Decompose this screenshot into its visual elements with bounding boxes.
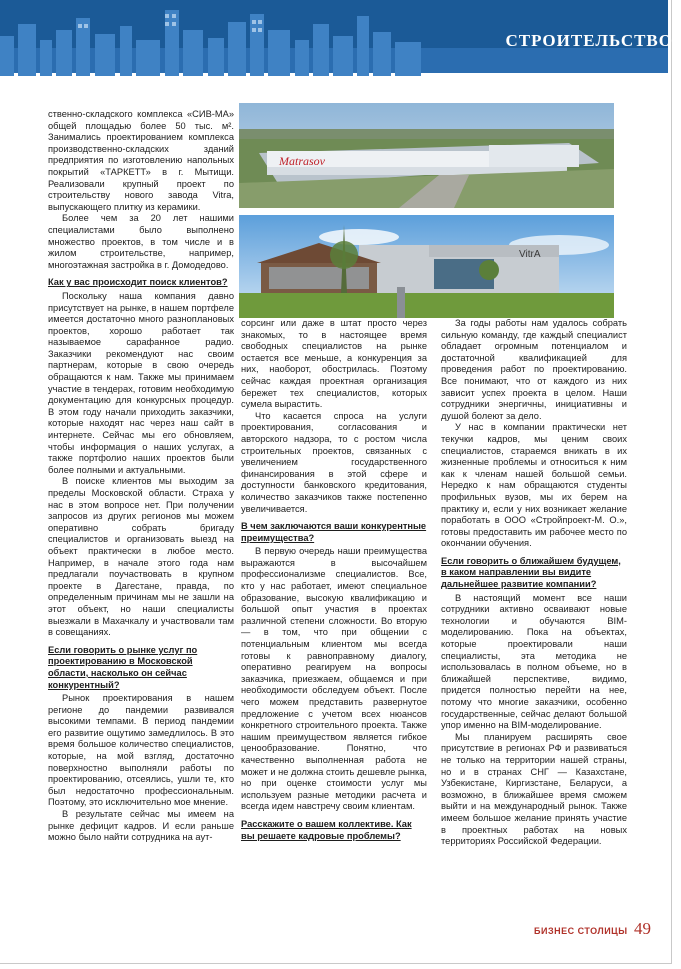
warehouse-photo <box>239 103 614 208</box>
warehouse-sign: Matrasov <box>279 154 325 168</box>
paragraph: В первую очередь наши преимущества выражаются в высочайшем профессионализме специалистов. Все, кто у нас работает, имеют специальное образование, высокую квалификацию и большой опыт участия в проектах различной степени сложности. Во вторую — в том, что при общении с потенциальным клиентом мы всегда готовы к равноправному диалогу, оперативно реагируем на вопросы заказчика, приезжаем, общаемся и при необходимости обследуем объект. После чего можем представить развернутое предложение с учетом всех нюансов конкретного строительного проекта. Также нашим преимуществом является гибкое ценообразование. Понятно, что качественно выполненная работа не может и не должна стоить дешевле рынка, но при оценке стоимости услуг мы используем разные методики расчета и всегда идем навстречу своим клиентам. <box>241 546 427 812</box>
question-heading: Если говорить о ближайшем будущем, в каком направлении вы видите дальнейшее развитие компании? <box>441 555 621 590</box>
paragraph: В поиске клиентов мы выходим за пределы Московской области. Страха у нас в этом вопросе нет. При получении запросов из других регионов мы можем оперативно собрать бригаду специалистов и организовать выезд на объект практически в любое место. Например, в начале этого года нам предлагали поучаствовать в крупном проекте в Дагестане, правда, по определенным причинам мы не зашли на этот объект, но наши специалисты выезжали в Махачкалу и участвовали там в совещаниях. <box>48 476 234 638</box>
paragraph: Что касается спроса на услуги проектирования, согласования и авторского надзора, то с ростом числа строительных проектов, связанных с увеличением государственного финансирования в этой сфере и доступности банковского кредитования, количество заказчиков также постепенно увеличивается. <box>241 410 427 514</box>
building-sign: VitrA <box>519 249 541 260</box>
paragraph: За годы работы нам удалось собрать сильную команду, где каждый специалист обладает огромным потенциалом и достаточной квалификацией для проведения работ по проектированию. Все понимают, что от каждого из них зависит успех проекта в целом. Наши сотрудники энергичны, инициативны и душой болеют за дело. <box>441 318 627 421</box>
paragraph: Рынок проектирования в нашем регионе до пандемии развивался высокими темпами. В период пандемии его развитие ощутимо замедлилось. В это время большое количество специалистов, которые, на мой взгляд, достаточно поверхностно выполняли работы по проектированию, отсеялись, ушли те, кто был недостаточно профессиональным. Поэтому, это исключительно мое мнение. <box>48 693 234 808</box>
paragraph: сорсинг или даже в штат просто через знакомых, то в настоящее время свободных специалистов на рынке остается все меньше, а конкуренция за них, наоборот, обострилась. Поэтому сейчас каждая проектная организация бережет тех специалистов, которых сумела вырастить. <box>241 318 427 410</box>
paragraph: У нас в компании практически нет текучки кадров, мы ценим своих специалистов, стараемся вникать в их жизненные проблемы и относиться к ним как к членам нашей большой семьи. Нередко к нам обращаются студенты профильных вузов, мы их берем на практику и, если у них возникает желание поработать в ООО «Стройпроект-М. О.», готовы предоставить им рабочее место по окончании обучения. <box>441 422 627 549</box>
paragraph: В результате сейчас мы имеем на рынке дефицит кадров. И если раньше можно было найти сотрудника на аут- <box>48 809 234 843</box>
question-heading: Расскажите о вашем коллективе. Как вы решаете кадровые проблемы? <box>241 818 412 841</box>
section-title: СТРОИТЕЛЬСТВО <box>505 31 673 50</box>
page-number: 49 <box>634 919 651 938</box>
vitra-building-photo <box>239 215 614 318</box>
magazine-brand: БИЗНЕС СТОЛИЦЫ <box>534 926 628 936</box>
paragraph: В настоящий момент все наши сотрудники активно осваивают новые технологии и обучаются BIM-моделированию. Пока на объектах, которые проектировали наши специалисты, эта методика не использовалась в полном объеме, но в ближайшей перспективе, видимо, придется полностью перейти на нее, потому что многие заказчики, особенно государственные, сейчас делают большой упор именно на BIM-моделирование. <box>441 592 627 731</box>
paragraph: Поскольку наша компания давно присутствует на рынке, в нашем портфеле имеется достаточно много разноплановых проектов, хорошо работает так называемое сарафанное радио. Заказчики рекомендуют нас своим партнерам, которые в свою очередь обращаются к нам. Также мы принимаем участие в тендерах, готовим необходимую документацию для конкурсных процедур. В этом году начали приходить заказчики, которые находят нас через наш сайт в интернете. Сейчас мы его обновляем, чтобы информация о наших услугах, а также портфолио наших проектов были более полными и актуальными. <box>48 290 234 475</box>
column-3 <box>441 318 627 848</box>
question-heading: Если говорить о рынке услуг по проектированию в Московской области, насколько он сейчас конкурентный? <box>48 644 198 690</box>
paragraph: Более чем за 20 лет нашими специалистами было выполнено множество проектов, в том числе и в жилом строительстве, например, многоэтажная застройка в г. Домодедово. <box>48 213 234 270</box>
column-1-top <box>48 109 234 844</box>
paragraph: ственно-складского комплекса «СИВ-МА» общей площадью более 50 тыс. м². Занимались проектированием комплекса производственно-складских зданий предприятия по изготовлению напольных покрытий «ТАРКЕТТ» в г. Мытищи. Реализовали крупный проект по строительству нового завода Vitra, выпускающего плитку из керамики. <box>48 109 234 212</box>
question-heading: Как у вас происходит поиск клиентов? <box>48 277 228 288</box>
paragraph: Мы планируем расширять свое присутствие в регионах РФ и развиваться не только на территории нашей страны, но и в странах СНГ — Казахстане, Узбекистане, Киргизстане, Беларуси, а возможно, в ближайшее время сможем выйти и на международный рынок. Также имеем большое желание принять участие в проектных работах на новых территориях Российской Федерации. <box>441 731 627 847</box>
question-heading: В чем заключаются ваши конкурентные преимущества? <box>241 521 427 543</box>
column-2 <box>241 318 427 844</box>
